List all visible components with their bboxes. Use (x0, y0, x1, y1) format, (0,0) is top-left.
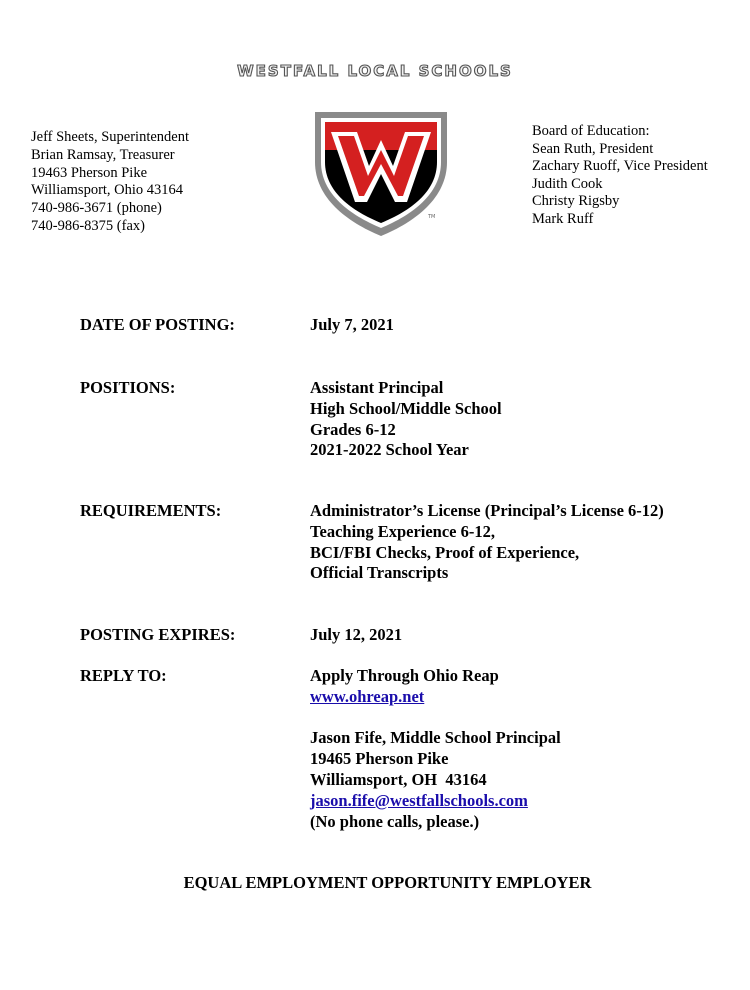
date-of-posting-label: DATE OF POSTING: (80, 315, 235, 334)
westfall-shield-logo (311, 110, 451, 238)
administration-contact-block (31, 129, 189, 236)
requirement-item: BCI/FBI Checks, Proof of Experience, (310, 542, 580, 562)
contact-email-link[interactable]: jason.fife@westfallschools.com (310, 790, 528, 810)
positions-list (310, 378, 502, 461)
board-member: Mark Ruff (532, 210, 594, 227)
contact-street: 19465 Pherson Pike (310, 749, 449, 769)
equal-employment-statement: EQUAL EMPLOYMENT OPPORTUNITY EMPLOYER (183, 873, 592, 892)
position-item: High School/Middle School (310, 398, 502, 418)
position-item: 2021-2022 School Year (310, 440, 469, 460)
treasurer: Brian Ramsay, Treasurer (31, 146, 175, 163)
trademark-mark: TM (428, 214, 436, 220)
reply-to-block (310, 666, 561, 832)
contact-city: Williamsport, OH 43164 (310, 769, 487, 789)
superintendent: Jeff Sheets, Superintendent (31, 129, 189, 145)
reply-to-label: REPLY TO: (80, 666, 167, 685)
date-of-posting-value: July 7, 2021 (310, 315, 394, 334)
board-president: Sean Ruth, President (532, 140, 654, 157)
no-phone-note: (No phone calls, please.) (310, 811, 480, 831)
spacer (310, 708, 561, 729)
board-member: Judith Cook (532, 175, 603, 192)
phone-number: 740-986-3671 (phone) (31, 200, 162, 217)
requirements-list (310, 501, 664, 584)
fax-number: 740-986-8375 (fax) (31, 217, 145, 234)
position-item: Grades 6-12 (310, 419, 396, 439)
positions-label: POSITIONS: (80, 378, 176, 397)
position-item: Assistant Principal (310, 378, 444, 397)
requirement-item: Official Transcripts (310, 563, 449, 583)
contact-name: Jason Fife, Middle School Principal (310, 728, 561, 748)
board-member: Christy Rigsby (532, 193, 620, 210)
board-vice-president: Zachary Ruoff, Vice President (532, 158, 708, 175)
requirements-label: REQUIREMENTS: (80, 501, 222, 520)
city-address: Williamsport, Ohio 43164 (31, 182, 184, 199)
board-heading: Board of Education: (532, 123, 650, 139)
requirement-item: Teaching Experience 6-12, (310, 521, 496, 541)
posting-expires-value: July 12, 2021 (310, 625, 403, 644)
apply-instructions: Apply Through Ohio Reap (310, 666, 499, 685)
board-of-education-block (532, 123, 708, 229)
street-address: 19463 Pherson Pike (31, 164, 147, 181)
school-name: WESTFALL LOCAL SCHOOLS (237, 62, 513, 80)
requirement-item: Administrator’s License (Principal’s License 6-12) (310, 501, 664, 520)
posting-expires-label: POSTING EXPIRES: (80, 625, 236, 644)
ohreap-link[interactable]: www.ohreap.net (310, 686, 425, 706)
